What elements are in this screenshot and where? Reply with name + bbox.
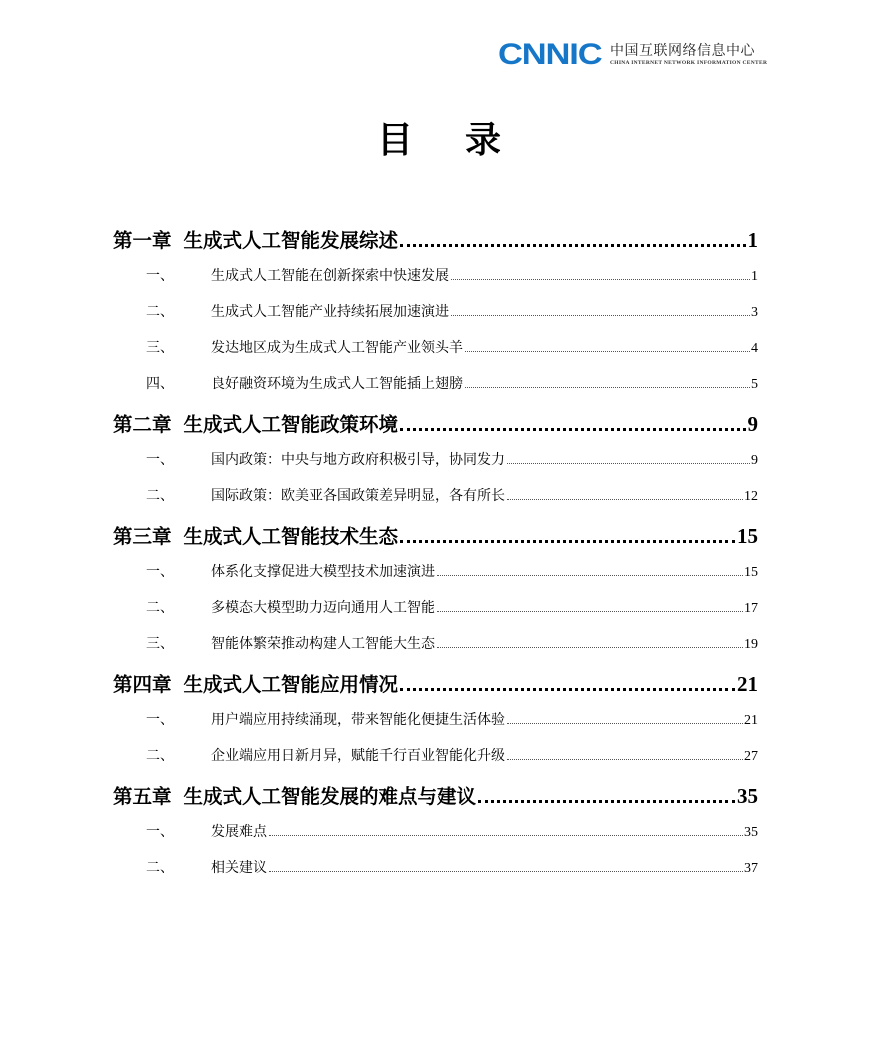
toc-section-4-2[interactable] [113,745,758,781]
section-title: 智能体繁荣推动构建人工智能大生态 [211,636,435,652]
dot-leader [400,244,745,247]
section-label: 二、 [146,860,174,876]
dot-leader [400,688,735,691]
chapter-label: 第四章 [113,673,172,696]
chapter-label: 第三章 [113,525,172,548]
section-label: 三、 [146,636,174,652]
toc-section-3-2[interactable] [113,597,758,633]
section-label: 一、 [146,564,174,580]
chapter-page: 15 [737,524,758,548]
section-label: 一、 [146,452,174,468]
toc-section-1-3[interactable] [113,337,758,373]
section-page: 15 [744,565,758,580]
section-title: 发达地区成为生成式人工智能产业领头羊 [211,340,463,356]
chapter-page: 21 [737,672,758,696]
section-page: 3 [751,305,758,320]
dot-leader [465,351,750,352]
section-page: 5 [751,377,758,392]
section-page: 35 [744,825,758,840]
dot-leader [437,575,743,576]
section-page: 9 [751,453,758,468]
section-label: 二、 [146,600,174,616]
section-title: 发展难点 [211,824,267,840]
toc-chapter-5[interactable] [113,781,758,821]
section-title: 国际政策：欧美亚各国政策差异明显，各有所长 [211,488,505,504]
chapter-title: 生成式人工智能政策环境 [183,413,399,436]
section-title: 多模态大模型助力迈向通用人工智能 [211,600,435,616]
chapter-label: 第一章 [113,229,172,252]
dot-leader [451,279,750,280]
dot-leader [437,647,743,648]
chapter-page: 1 [747,228,758,252]
toc-chapter-2[interactable] [113,409,758,449]
chapter-page: 35 [737,784,758,808]
dot-leader [400,540,735,543]
title-char-2: 录 [465,120,502,161]
chapter-title: 生成式人工智能技术生态 [183,525,399,548]
dot-leader [507,759,743,760]
toc-section-1-1[interactable] [113,265,758,301]
dot-leader [269,871,743,872]
section-page: 1 [751,269,758,284]
title-char-1: 目 [376,120,413,161]
section-page: 17 [744,601,758,616]
section-page: 4 [751,341,758,356]
dot-leader [507,463,750,464]
chapter-page: 9 [747,412,758,436]
section-label: 二、 [146,304,174,320]
section-title: 体系化支撑促进大模型技术加速演进 [211,564,435,580]
section-page: 37 [744,861,758,876]
section-page: 27 [744,749,758,764]
section-label: 四、 [146,376,174,392]
toc-section-2-1[interactable] [113,449,758,485]
toc-chapter-4[interactable] [113,669,758,709]
dot-leader [400,428,745,431]
chapter-title: 生成式人工智能应用情况 [183,673,399,696]
cnnic-logo [498,40,767,70]
toc-section-2-2[interactable] [113,485,758,521]
logo-text [610,43,767,67]
dot-leader [478,800,735,803]
section-label: 二、 [146,748,174,764]
dot-leader [269,835,743,836]
toc-section-3-1[interactable] [113,561,758,597]
table-of-contents [113,225,758,893]
chapter-title: 生成式人工智能发展的难点与建议 [183,785,477,808]
toc-section-4-1[interactable] [113,709,758,745]
toc-chapter-3[interactable] [113,521,758,561]
section-title: 生成式人工智能产业持续拓展加速演进 [211,304,449,320]
dot-leader [451,315,750,316]
toc-section-1-4[interactable] [113,373,758,409]
page-title [0,112,878,163]
section-page: 19 [744,637,758,652]
section-label: 二、 [146,488,174,504]
toc-chapter-1[interactable] [113,225,758,265]
chapter-label: 第二章 [113,413,172,436]
toc-section-5-2[interactable] [113,857,758,893]
section-label: 一、 [146,712,174,728]
section-label: 一、 [146,268,174,284]
section-page: 21 [744,713,758,728]
dot-leader [465,387,750,388]
section-title: 良好融资环境为生成式人工智能插上翅膀 [211,376,463,392]
logo-english-name: CHINA INTERNET NETWORK INFORMATION CENTER [610,60,768,66]
logo-mark: CNNIC [498,38,602,71]
section-title: 企业端应用日新月异，赋能千行百业智能化升级 [211,748,505,764]
dot-leader [437,611,743,612]
chapter-title: 生成式人工智能发展综述 [183,229,399,252]
section-label: 一、 [146,824,174,840]
section-title: 国内政策：中央与地方政府积极引导，协同发力 [211,452,505,468]
toc-section-3-3[interactable] [113,633,758,669]
section-title: 相关建议 [211,860,267,876]
dot-leader [507,723,743,724]
logo-chinese-name: 中国互联网络信息中心 [610,43,755,59]
toc-section-1-2[interactable] [113,301,758,337]
section-label: 三、 [146,340,174,356]
dot-leader [507,499,743,500]
section-page: 12 [744,489,758,504]
section-title: 用户端应用持续涌现，带来智能化便捷生活体验 [211,712,505,728]
section-title: 生成式人工智能在创新探索中快速发展 [211,268,449,284]
toc-section-5-1[interactable] [113,821,758,857]
chapter-label: 第五章 [113,785,172,808]
